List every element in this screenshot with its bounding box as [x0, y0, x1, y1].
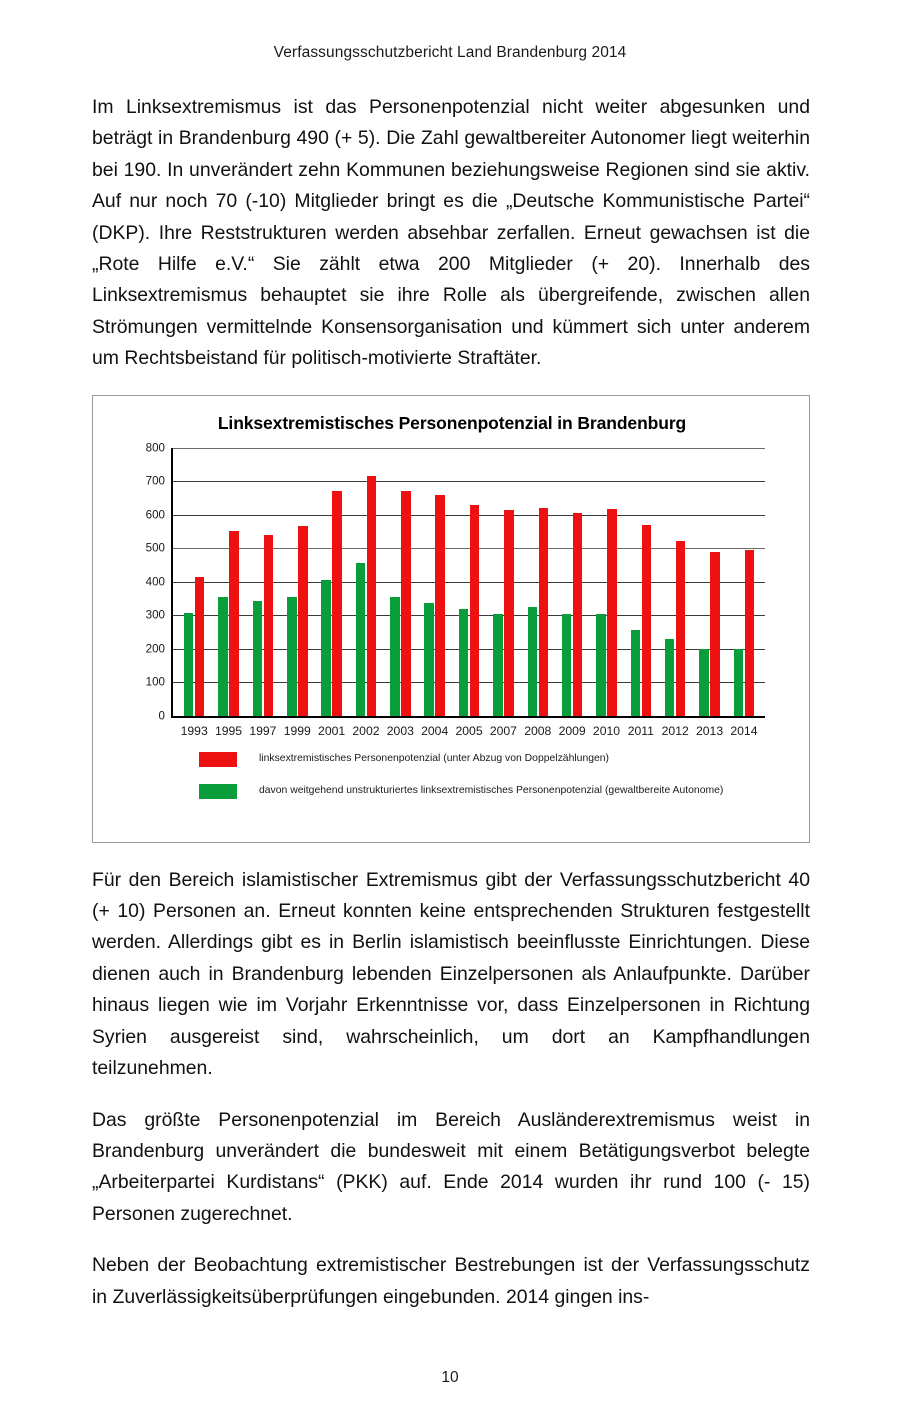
y-axis-tick-400: 400 [145, 575, 165, 589]
bar-red-2013 [710, 552, 720, 716]
x-axis-tick-2012: 2012 [661, 723, 689, 738]
y-axis-tick-500: 500 [145, 541, 165, 555]
bar-red-2011 [642, 525, 652, 716]
bar-group-2012 [658, 448, 692, 738]
x-axis-tick-1993: 1993 [180, 723, 208, 738]
chart-bars [173, 448, 765, 738]
bar-green-2013 [699, 649, 709, 716]
y-axis-tick-100: 100 [145, 675, 165, 689]
y-axis-tick-800: 800 [145, 441, 165, 455]
bar-group-2014 [727, 448, 761, 738]
bar-red-2009 [573, 513, 583, 716]
bar-group-1993 [177, 448, 211, 738]
bar-green-2007 [493, 614, 503, 716]
y-axis-tick-0: 0 [158, 709, 165, 723]
chart-plot-area [145, 441, 765, 738]
bar-red-2005 [470, 505, 480, 716]
x-axis-tick-2009: 2009 [558, 723, 586, 738]
x-axis-tick-2001: 2001 [318, 723, 346, 738]
bar-green-2010 [596, 614, 606, 716]
bar-red-2002 [367, 476, 377, 716]
bar-red-2007 [504, 510, 514, 716]
x-axis-tick-2003: 2003 [386, 723, 414, 738]
bar-group-1995 [211, 448, 245, 738]
bar-red-1993 [195, 577, 205, 716]
x-axis-tick-2007: 2007 [489, 723, 517, 738]
y-axis-tick-200: 200 [145, 642, 165, 656]
bar-group-2013 [692, 448, 726, 738]
x-axis-tick-2002: 2002 [352, 723, 380, 738]
bar-red-1995 [229, 531, 239, 715]
bar-group-1999 [280, 448, 314, 738]
bar-red-2008 [539, 508, 549, 716]
x-axis-tick-2004: 2004 [421, 723, 449, 738]
chart-legend [199, 752, 799, 799]
x-axis-tick-2014: 2014 [730, 723, 758, 738]
bar-red-1997 [264, 535, 274, 716]
bar-group-2003 [383, 448, 417, 738]
bar-green-1999 [287, 597, 297, 716]
bar-group-2004 [418, 448, 452, 738]
bar-green-2008 [528, 607, 538, 716]
x-axis-tick-2013: 2013 [696, 723, 724, 738]
bar-green-2009 [562, 614, 572, 716]
bar-group-2002 [349, 448, 383, 738]
legend-item-green [199, 784, 799, 799]
bar-group-2010 [589, 448, 623, 738]
bar-green-2001 [321, 580, 331, 716]
bar-green-2003 [390, 597, 400, 716]
page-number: 10 [441, 1369, 459, 1386]
bar-group-2007 [486, 448, 520, 738]
paragraph-linksextremismus: Im Linksextremismus ist das Personenpotenzial nicht weiter abgesunken und beträgt in Brandenburg 490 (+ 5). Die Zahl gewaltbereiter Autonomer liegt weiterhin bei 190. In unverändert zehn Kommunen beziehungsweise Regionen sind sie aktiv. Auf nur noch 70 (-10) Mitglieder bringt es die „Deutsche Kommunistische Partei“ (DKP). Ihre Reststrukturen werden absehbar zerfallen. Erneut gewachsen ist die „Rote Hilfe e.V.“ Sie zählt etwa 200 Mitglieder (+ 20). Innerhalb des Linksextremismus behauptet sie ihre Rolle als übergreifende, zwischen allen Strömungen vermittelnde Konsensorganisation und kümmert sich unter anderem um Rechtsbeistand für politisch-motivierte Straftäter. [92, 96, 810, 370]
chart-figure [92, 395, 810, 843]
bar-red-2004 [435, 495, 445, 716]
legend-item-red [199, 752, 799, 767]
y-axis-tick-300: 300 [145, 608, 165, 622]
x-axis-tick-2005: 2005 [455, 723, 483, 738]
bar-green-1997 [253, 601, 263, 716]
bar-red-2010 [607, 509, 617, 716]
bar-group-1997 [246, 448, 280, 738]
bar-red-2003 [401, 491, 411, 715]
legend-label-red: linksextremistisches Personenpotenzial (unter Abzug von Doppelzählungen) [259, 753, 610, 765]
x-axis-tick-1997: 1997 [249, 723, 277, 738]
bar-group-2005 [452, 448, 486, 738]
x-axis-tick-2010: 2010 [592, 723, 621, 738]
legend-swatch-green-icon [199, 784, 237, 799]
bar-green-2011 [631, 630, 641, 716]
bar-green-2004 [424, 603, 434, 715]
y-axis-tick-600: 600 [145, 508, 165, 522]
bar-green-2002 [356, 563, 366, 715]
bar-group-2008 [521, 448, 555, 738]
page-content [92, 92, 810, 1313]
bar-green-1995 [218, 597, 228, 716]
bar-group-2011 [624, 448, 658, 738]
bar-red-2001 [332, 491, 342, 715]
bar-green-2005 [459, 609, 469, 715]
x-axis-tick-1995: 1995 [214, 723, 243, 738]
bar-green-1993 [184, 613, 194, 715]
bar-green-2014 [734, 649, 744, 716]
bar-red-2012 [676, 541, 686, 715]
bar-group-2009 [555, 448, 589, 738]
legend-label-green: davon weitgehend unstrukturiertes linksextremistisches Personenpotenzial (gewaltbereite Autonome) [259, 785, 724, 797]
bar-group-2001 [314, 448, 348, 738]
running-head: Verfassungsschutzbericht Land Brandenburg 2014 [273, 44, 627, 61]
paragraph-auslaenderextremismus: Das größte Personenpotenzial im Bereich Ausländerextremismus weist in Brandenburg unverändert die bundesweit mit einem Betätigungsverbot belegte „Arbeiterpartei Kurdistans“ (PKK) auf. Ende 2014 wurden ihr rund 100 (- 15) Personen zugerechnet. [92, 1108, 810, 1225]
x-axis-tick-2008: 2008 [524, 723, 552, 738]
x-axis-tick-1999: 1999 [283, 723, 311, 738]
chart-title: Linksextremistisches Personenpotenzial in Brandenburg [217, 412, 687, 433]
paragraph-zuverlaessigkeitsueberpruefungen: Neben der Beobachtung extremistischer Bestrebungen ist der Verfassungsschutz in Zuverlässigkeitsüberprüfungen eingebunden. 2014 gingen ins- [92, 1254, 810, 1308]
y-axis-tick-700: 700 [145, 474, 165, 488]
bar-red-2014 [745, 550, 755, 716]
bar-red-1999 [298, 526, 308, 715]
x-axis-tick-2011: 2011 [627, 723, 654, 738]
bar-green-2012 [665, 639, 675, 716]
legend-swatch-red-icon [199, 752, 237, 767]
paragraph-islamismus: Für den Bereich islamistischer Extremismus gibt der Verfassungsschutzbericht 40 (+ 10) Personen an. Erneut konnten keine entsprechenden Strukturen festgestellt werden. Allerdings gibt es in Berlin islamistisch beeinflusste Einrichtungen. Diese dienen auch in Brandenburg lebenden Einzelpersonen als Anlaufpunkte. Darüber hinaus liegen wie im Vorjahr Erkenntnisse vor, dass Einzelpersonen in Richtung Syrien ausgereist sind, wahrscheinlich, um dort an Kampfhandlungen teilzunehmen. [92, 868, 810, 1080]
